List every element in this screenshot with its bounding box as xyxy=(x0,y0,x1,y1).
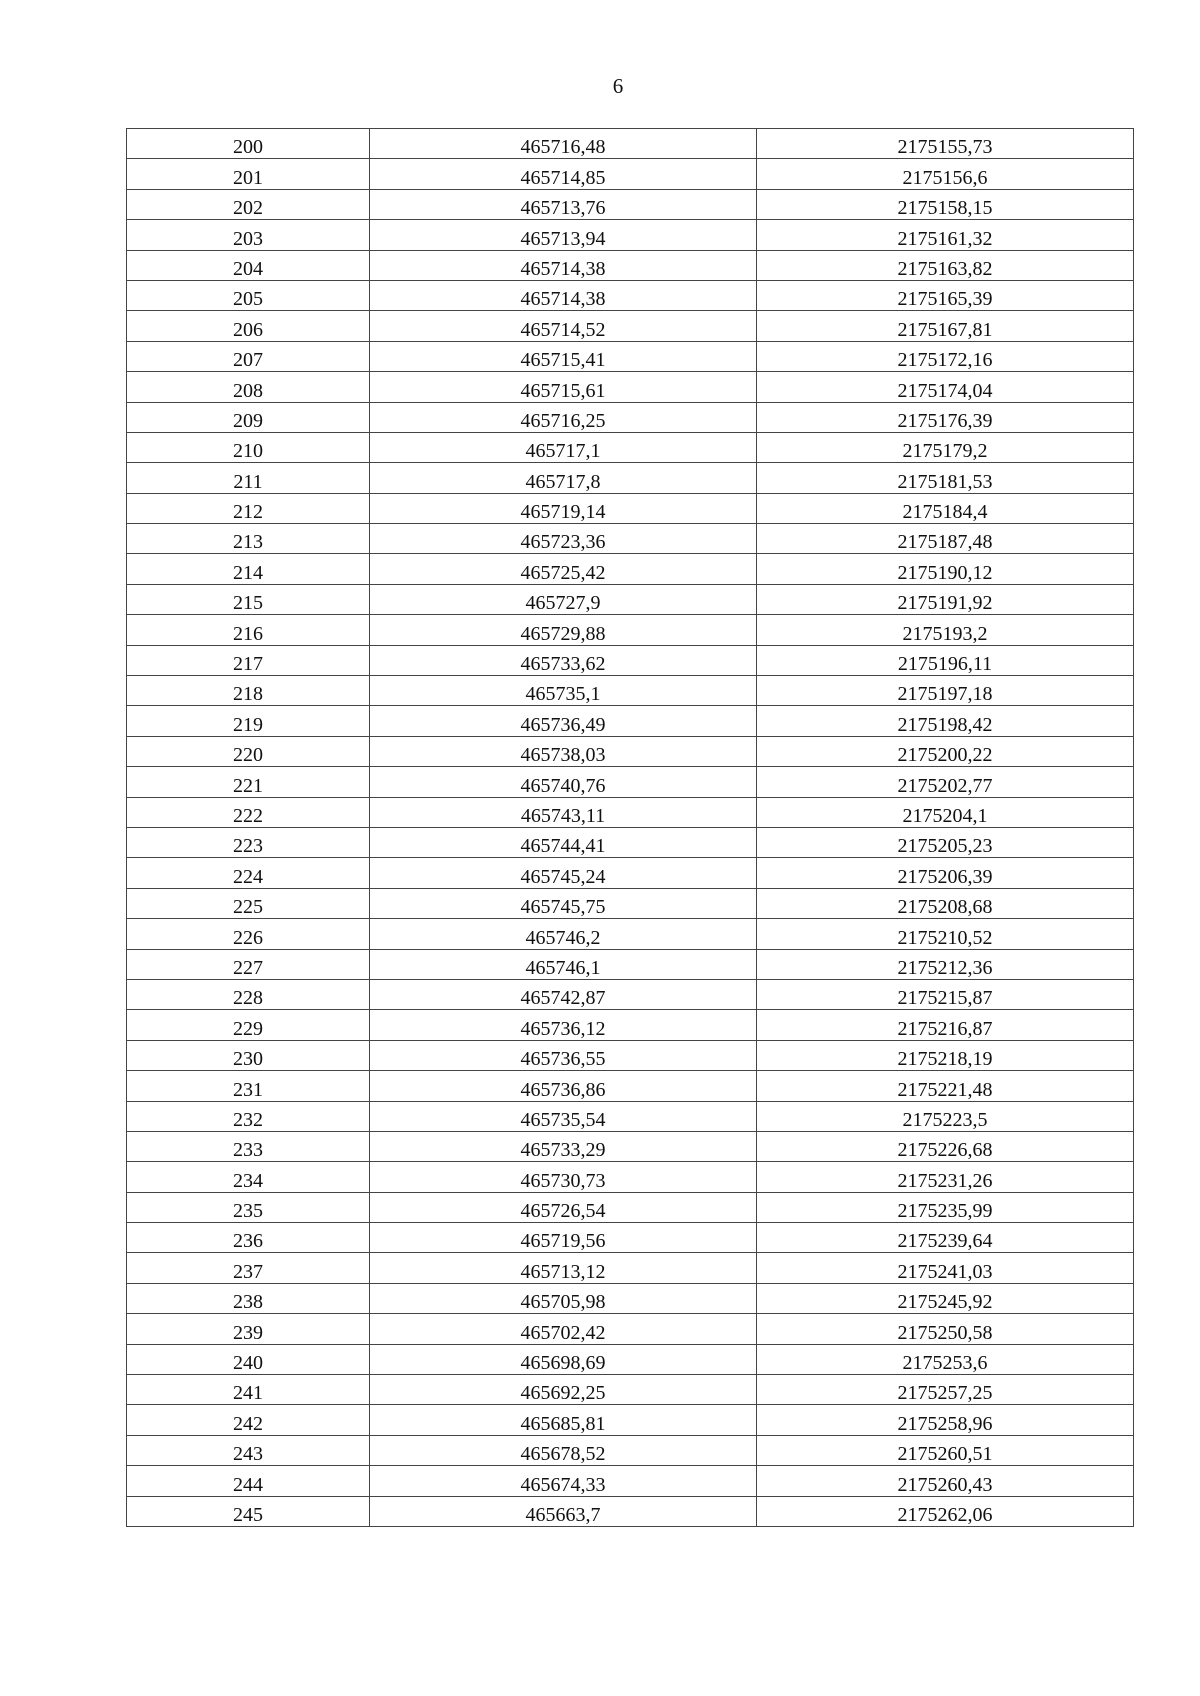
table-row xyxy=(127,1435,1134,1465)
x-coordinate-cell: 465716,25 xyxy=(370,402,757,432)
point-number-cell: 236 xyxy=(127,1223,370,1253)
point-number-cell: 231 xyxy=(127,1071,370,1101)
table-row xyxy=(127,432,1134,462)
y-coordinate-cell: 2175218,19 xyxy=(757,1040,1134,1070)
table-row xyxy=(127,1040,1134,1070)
point-number-cell: 229 xyxy=(127,1010,370,1040)
y-coordinate-cell: 2175179,2 xyxy=(757,432,1134,462)
table-row xyxy=(127,250,1134,280)
point-number-cell: 205 xyxy=(127,280,370,310)
point-number-cell: 206 xyxy=(127,311,370,341)
table-row xyxy=(127,1162,1134,1192)
x-coordinate-cell: 465746,2 xyxy=(370,919,757,949)
point-number-cell: 225 xyxy=(127,888,370,918)
x-coordinate-cell: 465726,54 xyxy=(370,1192,757,1222)
x-coordinate-cell: 465746,1 xyxy=(370,949,757,979)
table-row xyxy=(127,189,1134,219)
point-number-cell: 234 xyxy=(127,1162,370,1192)
y-coordinate-cell: 2175184,4 xyxy=(757,493,1134,523)
x-coordinate-cell: 465678,52 xyxy=(370,1435,757,1465)
page-number: 6 xyxy=(612,74,624,98)
x-coordinate-cell: 465725,42 xyxy=(370,554,757,584)
point-number-cell: 241 xyxy=(127,1375,370,1405)
point-number-cell: 215 xyxy=(127,584,370,614)
x-coordinate-cell: 465744,41 xyxy=(370,827,757,857)
x-coordinate-cell: 465736,86 xyxy=(370,1071,757,1101)
point-number-cell: 220 xyxy=(127,736,370,766)
y-coordinate-cell: 2175226,68 xyxy=(757,1131,1134,1161)
y-coordinate-cell: 2175235,99 xyxy=(757,1192,1134,1222)
table-row xyxy=(127,919,1134,949)
y-coordinate-cell: 2175163,82 xyxy=(757,250,1134,280)
y-coordinate-cell: 2175196,11 xyxy=(757,645,1134,675)
table-row xyxy=(127,311,1134,341)
x-coordinate-cell: 465717,1 xyxy=(370,432,757,462)
table-row xyxy=(127,463,1134,493)
y-coordinate-cell: 2175223,5 xyxy=(757,1101,1134,1131)
y-coordinate-cell: 2175208,68 xyxy=(757,888,1134,918)
point-number-cell: 226 xyxy=(127,919,370,949)
point-number-cell: 222 xyxy=(127,797,370,827)
y-coordinate-cell: 2175239,64 xyxy=(757,1223,1134,1253)
point-number-cell: 214 xyxy=(127,554,370,584)
point-number-cell: 223 xyxy=(127,827,370,857)
table-row xyxy=(127,1223,1134,1253)
point-number-cell: 219 xyxy=(127,706,370,736)
y-coordinate-cell: 2175262,06 xyxy=(757,1496,1134,1526)
table-row xyxy=(127,767,1134,797)
point-number-cell: 207 xyxy=(127,341,370,371)
y-coordinate-cell: 2175190,12 xyxy=(757,554,1134,584)
point-number-cell: 209 xyxy=(127,402,370,432)
y-coordinate-cell: 2175172,16 xyxy=(757,341,1134,371)
point-number-cell: 238 xyxy=(127,1283,370,1313)
x-coordinate-cell: 465742,87 xyxy=(370,979,757,1009)
table-row xyxy=(127,1314,1134,1344)
table-row xyxy=(127,827,1134,857)
point-number-cell: 221 xyxy=(127,767,370,797)
x-coordinate-cell: 465727,9 xyxy=(370,584,757,614)
table-row xyxy=(127,979,1134,1009)
y-coordinate-cell: 2175210,52 xyxy=(757,919,1134,949)
y-coordinate-cell: 2175221,48 xyxy=(757,1071,1134,1101)
x-coordinate-cell: 465735,1 xyxy=(370,676,757,706)
x-coordinate-cell: 465715,41 xyxy=(370,341,757,371)
y-coordinate-cell: 2175241,03 xyxy=(757,1253,1134,1283)
point-number-cell: 224 xyxy=(127,858,370,888)
x-coordinate-cell: 465674,33 xyxy=(370,1466,757,1496)
point-number-cell: 211 xyxy=(127,463,370,493)
y-coordinate-cell: 2175191,92 xyxy=(757,584,1134,614)
y-coordinate-cell: 2175215,87 xyxy=(757,979,1134,1009)
table-row xyxy=(127,615,1134,645)
x-coordinate-cell: 465729,88 xyxy=(370,615,757,645)
table-row xyxy=(127,858,1134,888)
table-row xyxy=(127,159,1134,189)
table-row xyxy=(127,645,1134,675)
table-row xyxy=(127,220,1134,250)
y-coordinate-cell: 2175200,22 xyxy=(757,736,1134,766)
point-number-cell: 245 xyxy=(127,1496,370,1526)
table-row xyxy=(127,797,1134,827)
x-coordinate-cell: 465740,76 xyxy=(370,767,757,797)
point-number-cell: 243 xyxy=(127,1435,370,1465)
point-number-cell: 227 xyxy=(127,949,370,979)
table-row xyxy=(127,1375,1134,1405)
x-coordinate-cell: 465692,25 xyxy=(370,1375,757,1405)
point-number-cell: 212 xyxy=(127,493,370,523)
y-coordinate-cell: 2175250,58 xyxy=(757,1314,1134,1344)
table-row xyxy=(127,341,1134,371)
y-coordinate-cell: 2175258,96 xyxy=(757,1405,1134,1435)
y-coordinate-cell: 2175174,04 xyxy=(757,372,1134,402)
point-number-cell: 203 xyxy=(127,220,370,250)
x-coordinate-cell: 465730,73 xyxy=(370,1162,757,1192)
table-row xyxy=(127,280,1134,310)
x-coordinate-cell: 465713,94 xyxy=(370,220,757,250)
table-row xyxy=(127,1496,1134,1526)
y-coordinate-cell: 2175167,81 xyxy=(757,311,1134,341)
point-number-cell: 239 xyxy=(127,1314,370,1344)
x-coordinate-cell: 465738,03 xyxy=(370,736,757,766)
x-coordinate-cell: 465736,12 xyxy=(370,1010,757,1040)
table-row xyxy=(127,1283,1134,1313)
x-coordinate-cell: 465736,55 xyxy=(370,1040,757,1070)
x-coordinate-cell: 465702,42 xyxy=(370,1314,757,1344)
point-number-cell: 242 xyxy=(127,1405,370,1435)
point-number-cell: 228 xyxy=(127,979,370,1009)
x-coordinate-cell: 465719,56 xyxy=(370,1223,757,1253)
point-number-cell: 237 xyxy=(127,1253,370,1283)
y-coordinate-cell: 2175158,15 xyxy=(757,189,1134,219)
table-row xyxy=(127,888,1134,918)
y-coordinate-cell: 2175245,92 xyxy=(757,1283,1134,1313)
point-number-cell: 210 xyxy=(127,432,370,462)
x-coordinate-cell: 465714,38 xyxy=(370,280,757,310)
x-coordinate-cell: 465743,11 xyxy=(370,797,757,827)
y-coordinate-cell: 2175216,87 xyxy=(757,1010,1134,1040)
x-coordinate-cell: 465716,48 xyxy=(370,129,757,159)
x-coordinate-cell: 465745,75 xyxy=(370,888,757,918)
y-coordinate-cell: 2175165,39 xyxy=(757,280,1134,310)
y-coordinate-cell: 2175260,51 xyxy=(757,1435,1134,1465)
x-coordinate-cell: 465733,62 xyxy=(370,645,757,675)
coordinates-table xyxy=(126,128,1134,1527)
point-number-cell: 200 xyxy=(127,129,370,159)
y-coordinate-cell: 2175231,26 xyxy=(757,1162,1134,1192)
x-coordinate-cell: 465745,24 xyxy=(370,858,757,888)
table-row xyxy=(127,1010,1134,1040)
point-number-cell: 240 xyxy=(127,1344,370,1374)
coordinates-table-body xyxy=(127,129,1134,1527)
table-row xyxy=(127,1131,1134,1161)
point-number-cell: 217 xyxy=(127,645,370,675)
table-row xyxy=(127,736,1134,766)
table-row xyxy=(127,493,1134,523)
y-coordinate-cell: 2175155,73 xyxy=(757,129,1134,159)
x-coordinate-cell: 465663,7 xyxy=(370,1496,757,1526)
point-number-cell: 213 xyxy=(127,524,370,554)
table-row xyxy=(127,1192,1134,1222)
point-number-cell: 204 xyxy=(127,250,370,280)
x-coordinate-cell: 465714,38 xyxy=(370,250,757,280)
y-coordinate-cell: 2175193,2 xyxy=(757,615,1134,645)
table-row xyxy=(127,949,1134,979)
point-number-cell: 230 xyxy=(127,1040,370,1070)
x-coordinate-cell: 465723,36 xyxy=(370,524,757,554)
x-coordinate-cell: 465705,98 xyxy=(370,1283,757,1313)
x-coordinate-cell: 465714,85 xyxy=(370,159,757,189)
table-row xyxy=(127,372,1134,402)
x-coordinate-cell: 465733,29 xyxy=(370,1131,757,1161)
y-coordinate-cell: 2175187,48 xyxy=(757,524,1134,554)
y-coordinate-cell: 2175260,43 xyxy=(757,1466,1134,1496)
x-coordinate-cell: 465713,76 xyxy=(370,189,757,219)
y-coordinate-cell: 2175257,25 xyxy=(757,1375,1134,1405)
table-row xyxy=(127,402,1134,432)
x-coordinate-cell: 465714,52 xyxy=(370,311,757,341)
x-coordinate-cell: 465717,8 xyxy=(370,463,757,493)
table-row xyxy=(127,524,1134,554)
x-coordinate-cell: 465698,69 xyxy=(370,1344,757,1374)
x-coordinate-cell: 465713,12 xyxy=(370,1253,757,1283)
y-coordinate-cell: 2175212,36 xyxy=(757,949,1134,979)
point-number-cell: 232 xyxy=(127,1101,370,1131)
table-row xyxy=(127,676,1134,706)
table-row xyxy=(127,554,1134,584)
y-coordinate-cell: 2175176,39 xyxy=(757,402,1134,432)
point-number-cell: 202 xyxy=(127,189,370,219)
table-row xyxy=(127,706,1134,736)
y-coordinate-cell: 2175205,23 xyxy=(757,827,1134,857)
table-row xyxy=(127,1101,1134,1131)
point-number-cell: 233 xyxy=(127,1131,370,1161)
y-coordinate-cell: 2175198,42 xyxy=(757,706,1134,736)
point-number-cell: 235 xyxy=(127,1192,370,1222)
x-coordinate-cell: 465715,61 xyxy=(370,372,757,402)
y-coordinate-cell: 2175161,32 xyxy=(757,220,1134,250)
y-coordinate-cell: 2175181,53 xyxy=(757,463,1134,493)
y-coordinate-cell: 2175253,6 xyxy=(757,1344,1134,1374)
y-coordinate-cell: 2175204,1 xyxy=(757,797,1134,827)
table-row xyxy=(127,1466,1134,1496)
x-coordinate-cell: 465685,81 xyxy=(370,1405,757,1435)
table-row xyxy=(127,1071,1134,1101)
x-coordinate-cell: 465719,14 xyxy=(370,493,757,523)
x-coordinate-cell: 465735,54 xyxy=(370,1101,757,1131)
point-number-cell: 216 xyxy=(127,615,370,645)
table-row xyxy=(127,1405,1134,1435)
x-coordinate-cell: 465736,49 xyxy=(370,706,757,736)
point-number-cell: 244 xyxy=(127,1466,370,1496)
point-number-cell: 201 xyxy=(127,159,370,189)
point-number-cell: 218 xyxy=(127,676,370,706)
table-row xyxy=(127,584,1134,614)
y-coordinate-cell: 2175197,18 xyxy=(757,676,1134,706)
table-row xyxy=(127,1344,1134,1374)
y-coordinate-cell: 2175156,6 xyxy=(757,159,1134,189)
y-coordinate-cell: 2175202,77 xyxy=(757,767,1134,797)
point-number-cell: 208 xyxy=(127,372,370,402)
table-row xyxy=(127,1253,1134,1283)
table-row xyxy=(127,129,1134,159)
y-coordinate-cell: 2175206,39 xyxy=(757,858,1134,888)
